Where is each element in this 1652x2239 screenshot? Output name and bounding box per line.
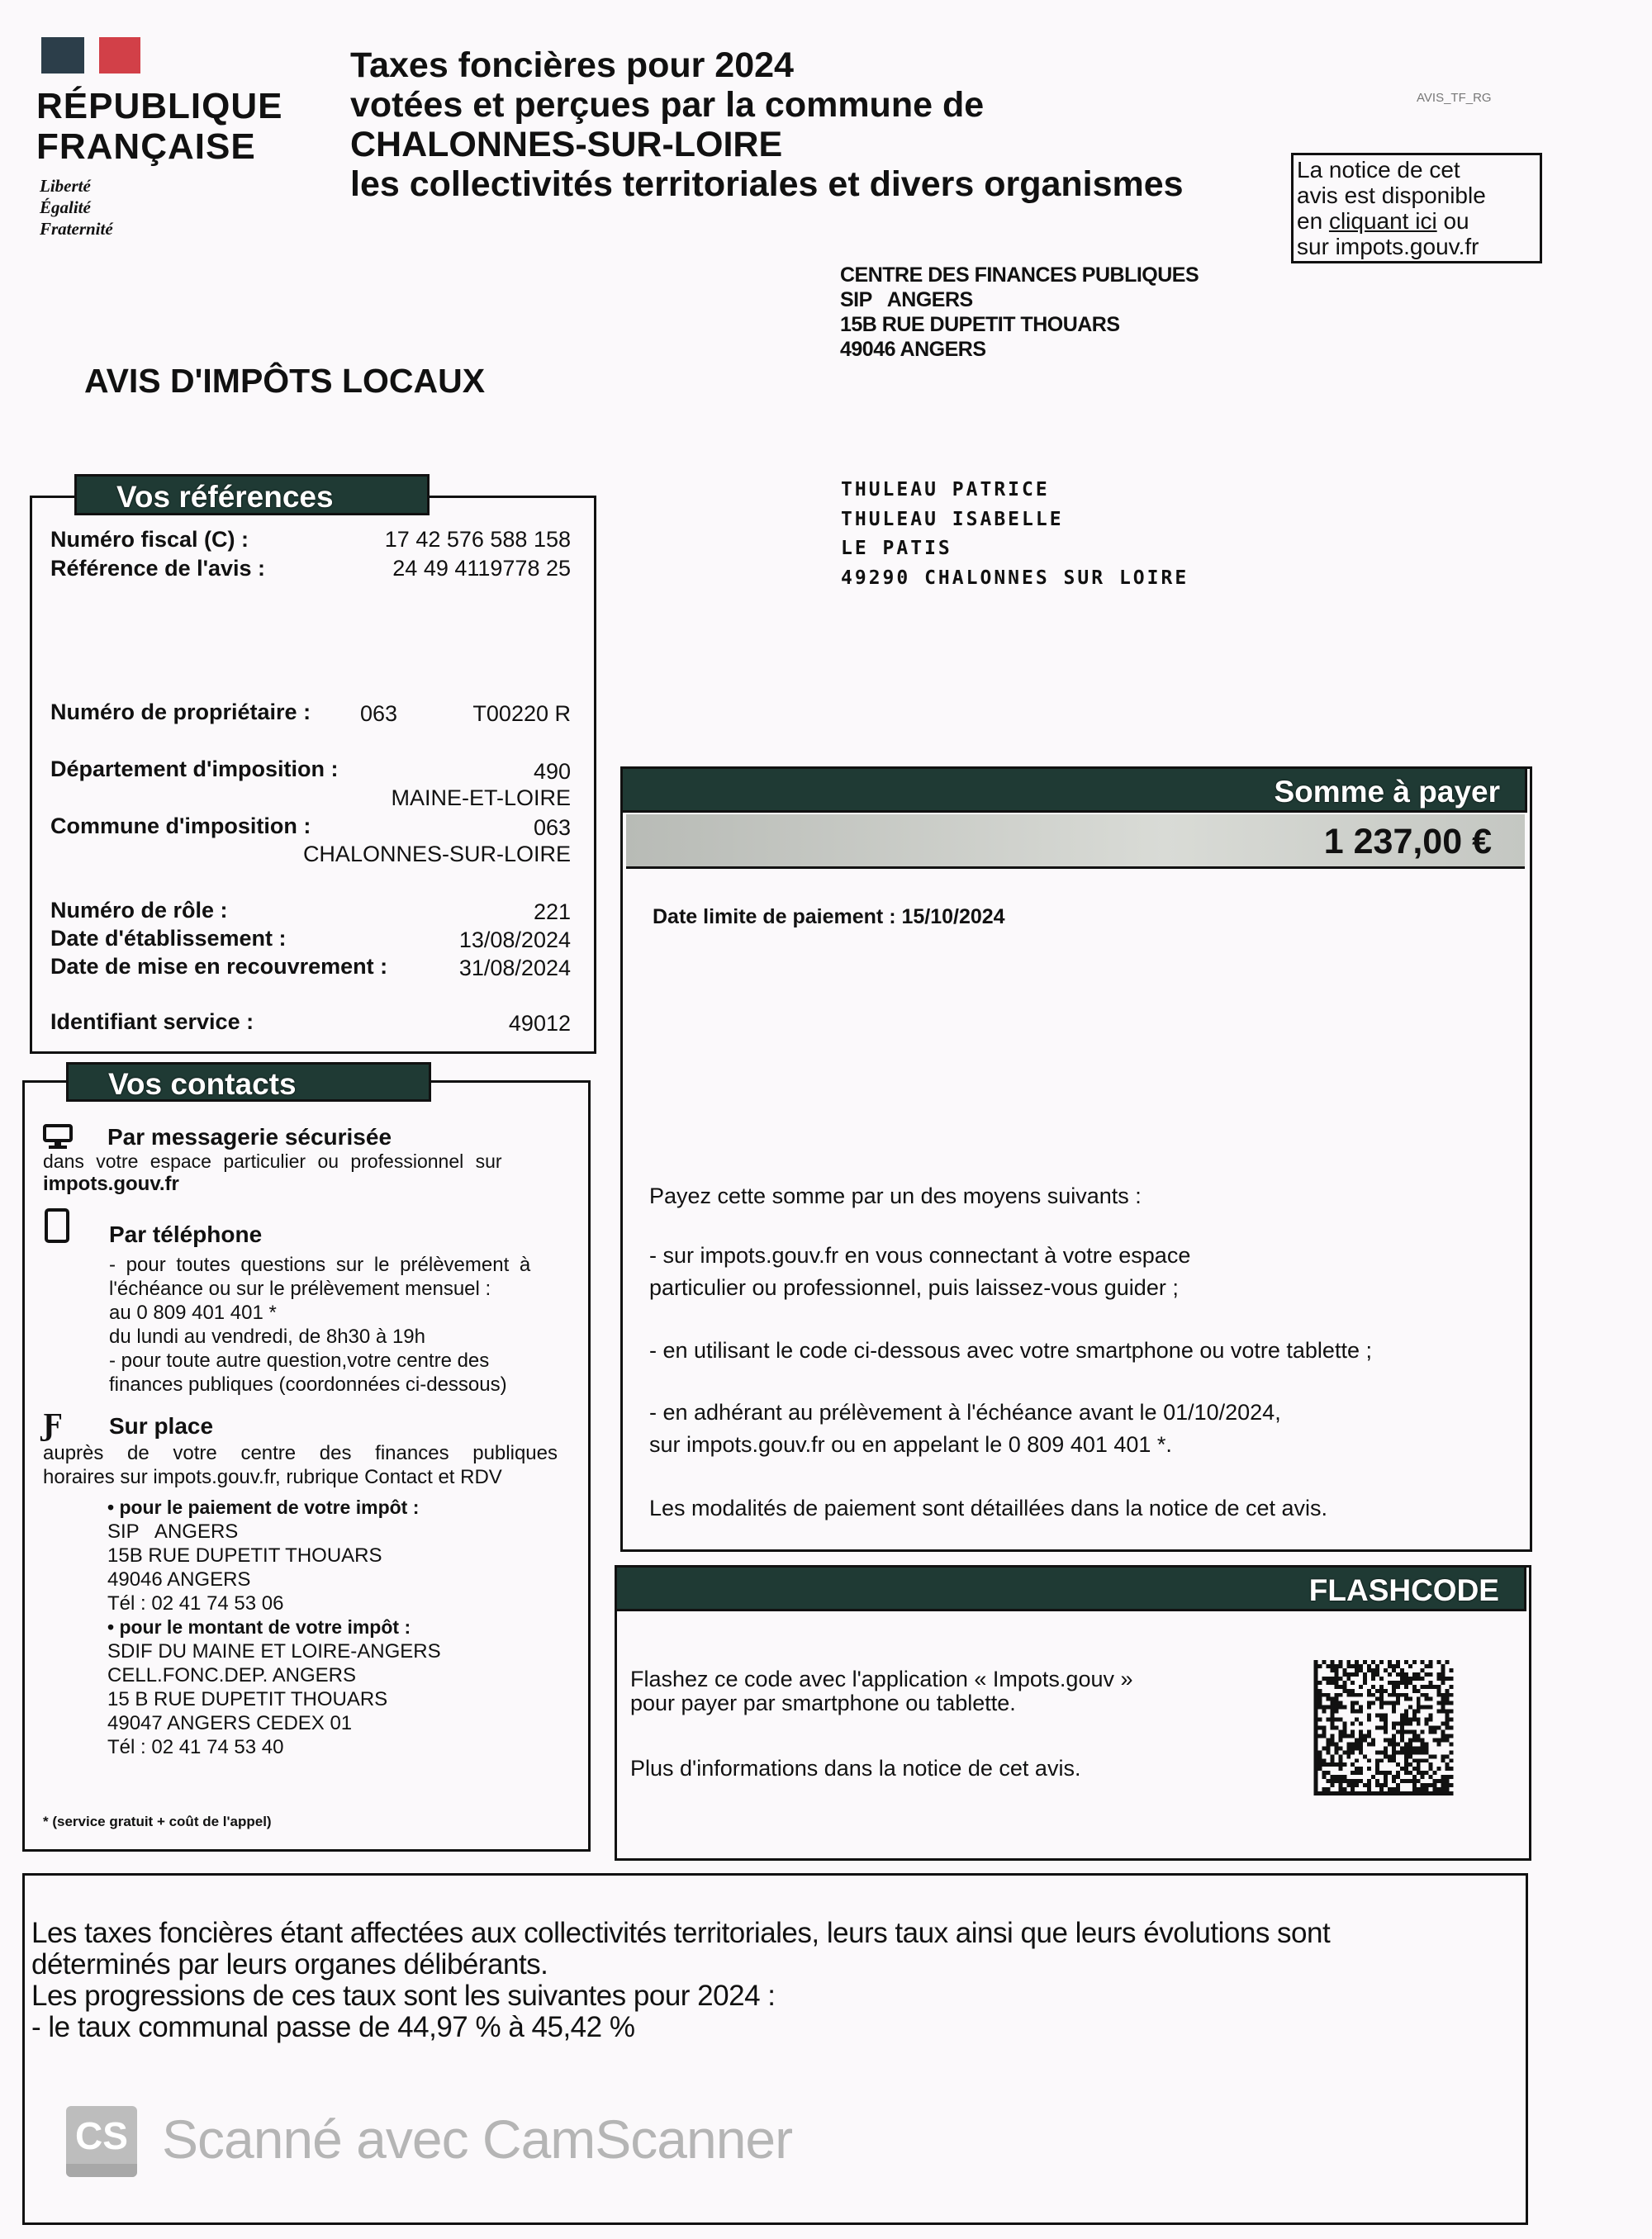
flashcode-text-2: pour payer par smartphone ou tablette.: [630, 1691, 1016, 1715]
paiement-line: 49046 ANGERS: [107, 1568, 251, 1591]
telephone-heading: Par téléphone: [109, 1221, 263, 1247]
rates-line: Les taxes foncières étant affectées aux collectivités territoriales, leurs taux ainsi que leurs évolutions sont: [31, 1917, 1331, 1949]
messagerie-text: dans votre espace particulier ou professionnel sur: [43, 1150, 502, 1172]
departement-code: 490: [533, 759, 571, 784]
proprietaire-code: 063: [359, 701, 397, 726]
paiement-line: SIP ANGERS: [107, 1520, 239, 1543]
motto-fraternite: Fraternité: [40, 219, 113, 239]
montant-line: 15 B RUE DUPETIT THOUARS: [107, 1688, 388, 1710]
telephone-line: finances publiques (coordonnées ci-dessous): [109, 1373, 507, 1396]
etablissement-value: 13/08/2024: [458, 927, 571, 952]
rates-line: Les progressions de ces taux sont les suivantes pour 2024 :: [31, 1980, 776, 2012]
payment-note: Les modalités de paiement sont détaillées dans la notice de cet avis.: [649, 1496, 1327, 1520]
motto-egalite: Égalité: [40, 197, 91, 217]
montant-line: CELL.FONC.DEP. ANGERS: [107, 1664, 356, 1686]
flag-blue-stripe: [41, 37, 84, 74]
payment-header: Somme à payer: [620, 766, 1527, 813]
sender-line: 15B RUE DUPETIT THOUARS: [840, 313, 1120, 336]
commune-label: Commune d'imposition :: [50, 814, 311, 838]
page-title: AVIS D'IMPÔTS LOCAUX: [84, 362, 486, 400]
departement-label: Département d'imposition :: [50, 757, 339, 781]
payment-option-prelevement-2: sur impots.gouv.fr ou en appelant le 0 809 401 401 *.: [649, 1432, 1172, 1457]
numero-fiscal-label: Numéro fiscal (C) :: [50, 527, 249, 552]
paiement-line: 15B RUE DUPETIT THOUARS: [107, 1544, 382, 1567]
header-line: votées et perçues par la commune de: [350, 85, 985, 125]
montant-phone: Tél : 02 41 74 53 40: [107, 1736, 284, 1758]
contacts-section: [22, 1080, 591, 1852]
telephone-line: l'échéance ou sur le prélèvement mensuel :: [109, 1278, 491, 1300]
header-line: CHALONNES-SUR-LOIRE: [350, 125, 783, 164]
republic-motto: [40, 175, 113, 240]
role-label: Numéro de rôle :: [50, 898, 228, 923]
motto-liberte: Liberté: [40, 176, 91, 196]
recipient-line: LE PATIS: [841, 538, 952, 559]
camscanner-logo: CS: [66, 2106, 137, 2177]
telephone-number[interactable]: au 0 809 401 401 *: [109, 1302, 277, 1324]
rates-line: déterminés par leurs organes délibérants.: [31, 1948, 548, 1980]
recipient-line: 49290 CHALONNES SUR LOIRE: [841, 567, 1189, 589]
sur-place-hours: horaires sur impots.gouv.fr, rubrique Contact et RDV: [43, 1466, 502, 1488]
due-date: Date limite de paiement : 15/10/2024: [653, 905, 1005, 928]
sur-place-heading: Sur place: [109, 1413, 214, 1439]
proprietaire-id: T00220 R: [472, 701, 571, 726]
header-line: Taxes foncières pour 2024: [350, 45, 794, 85]
republique-francaise-logo: [36, 86, 282, 167]
flag-red-stripe: [99, 37, 140, 74]
notice-box: [1291, 153, 1542, 263]
flashcode-text: Flashez ce code avec l'application « Impots.gouv »: [630, 1667, 1133, 1691]
recouvrement-value: 31/08/2024: [458, 956, 571, 980]
payment-option-online: - sur impots.gouv.fr en vous connectant à votre espace: [649, 1243, 1191, 1268]
reference-avis-value: 24 49 4119778 25: [392, 556, 571, 581]
etablissement-label: Date d'établissement :: [50, 926, 287, 951]
logo-line-1: RÉPUBLIQUE: [36, 86, 283, 126]
payment-section: [620, 766, 1532, 1552]
camscanner-watermark: Scanné avec CamScanner: [162, 2109, 793, 2170]
messagerie-heading: Par messagerie sécurisée: [107, 1124, 392, 1150]
rates-line: - le taux communal passe de 44,97 % à 45,42 %: [31, 2011, 635, 2043]
notice-line: en cliquant ici ou: [1297, 208, 1469, 234]
references-header: Vos références: [74, 474, 430, 515]
header-line: les collectivités territoriales et divers organismes: [350, 164, 1184, 204]
tablet-icon: [45, 1208, 69, 1243]
recouvrement-label: Date de mise en recouvrement :: [50, 954, 388, 979]
service-label: Identifiant service :: [50, 1009, 254, 1034]
departement-name: MAINE-ET-LOIRE: [391, 785, 571, 810]
montant-heading: • pour le montant de votre impôt :: [107, 1616, 411, 1638]
telephone-line: - pour toutes questions sur le prélèvement à: [109, 1254, 531, 1276]
references-section: [30, 496, 596, 1054]
paiement-contact: [107, 1496, 441, 1759]
recipient-line: THULEAU PATRICE: [841, 479, 1050, 500]
payment-option-prelevement: - en adhérant au prélèvement à l'échéance avant le 01/10/2024,: [649, 1400, 1281, 1425]
notice-line: avis est disponible: [1297, 183, 1486, 208]
sur-place-text: auprès de votre centre des finances publiques: [43, 1442, 558, 1464]
contacts-header: Vos contacts: [66, 1062, 431, 1102]
tax-rates-text: [31, 1918, 1330, 2043]
amount-due: 1 237,00 €: [626, 814, 1525, 869]
role-value: 221: [533, 899, 571, 924]
payment-option-online-2: particulier ou professionnel, puis laissez-vous guider ;: [649, 1275, 1179, 1300]
notice-link[interactable]: cliquant ici: [1328, 208, 1437, 234]
sender-line: SIP ANGERS: [840, 288, 973, 311]
reference-avis-label: Référence de l'avis :: [50, 556, 266, 581]
telephone-line: - pour toute autre question,votre centre des: [109, 1350, 490, 1372]
computer-icon: [43, 1124, 73, 1150]
logo-line-2: FRANÇAISE: [36, 126, 256, 167]
footnote: * (service gratuit + coût de l'appel): [43, 1814, 272, 1829]
proprietaire-label: Numéro de propriétaire :: [50, 700, 311, 724]
sender-line: CENTRE DES FINANCES PUBLIQUES: [840, 263, 1199, 287]
document-header-title: [350, 45, 1184, 204]
paiement-heading: • pour le paiement de votre impôt :: [107, 1497, 420, 1518]
messagerie-link[interactable]: impots.gouv.fr: [43, 1173, 179, 1195]
notice-line: sur impots.gouv.fr: [1297, 234, 1479, 259]
flashcode-more-info: Plus d'informations dans la notice de cet avis.: [630, 1756, 1081, 1781]
sender-address: [840, 263, 1199, 362]
service-value: 49012: [508, 1011, 571, 1036]
payment-option-code: - en utilisant le code ci-dessous avec votre smartphone ou votre tablette ;: [649, 1338, 1372, 1363]
sender-line: 49046 ANGERS: [840, 338, 986, 361]
commune-code: 063: [533, 815, 571, 840]
marianne-f-icon: Ƒ: [43, 1407, 63, 1442]
montant-line: SDIF DU MAINE ET LOIRE-ANGERS: [107, 1640, 441, 1663]
numero-fiscal-value: 17 42 576 588 158: [384, 527, 571, 552]
paiement-phone: Tél : 02 41 74 53 06: [107, 1592, 284, 1615]
datamatrix-code[interactable]: [1313, 1660, 1454, 1795]
recipient-address: [841, 476, 1189, 593]
payment-intro: Payez cette somme par un des moyens suivants :: [649, 1184, 1142, 1208]
telephone-line: du lundi au vendredi, de 8h30 à 19h: [109, 1326, 425, 1348]
telephone-details: [109, 1253, 583, 1397]
montant-line: 49047 ANGERS CEDEX 01: [107, 1712, 353, 1734]
notice-line: La notice de cet: [1297, 157, 1460, 183]
flashcode-header: FLASHCODE: [615, 1565, 1526, 1611]
recipient-line: THULEAU ISABELLE: [841, 508, 1064, 530]
form-code: AVIS_TF_RG: [1417, 91, 1492, 105]
commune-name: CHALONNES-SUR-LOIRE: [302, 842, 571, 866]
